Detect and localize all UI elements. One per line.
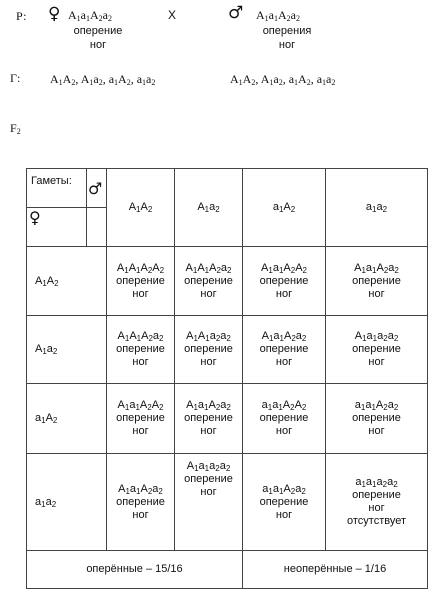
female-gamete-header: $A_1a_2$ [27,316,107,384]
offspring-cell [175,316,243,384]
offspring-phenotype-line: оперение [259,412,309,424]
offspring-genotype: $A_1a_1a_2a_2$ [354,330,399,343]
male-gametes-list: $A_1A_2$, $A_1a_2$, $a_1A_2$, $a_1a_2$ [230,72,336,87]
female-symbol-icon: ♀ [48,4,61,24]
female-parent-genotype: $A_1a_1A_2a_2$ [68,8,112,23]
offspring-phenotype-line: оперение [352,412,401,424]
offspring-phenotype-line: ног [368,425,385,437]
offspring-cell [175,384,243,454]
offspring-phenotype-line: ног [275,356,293,368]
offspring-cell [326,384,428,454]
punnett-header-row [27,169,428,247]
offspring-phenotype-line: оперение [184,343,233,355]
offspring-phenotype-line: ног [200,287,217,300]
offspring-genotype: $a_1a_1A_2a_2$ [354,399,399,412]
offspring-cell [326,316,428,384]
offspring-genotype: $A_1a_1A_2a_2$ [118,482,163,496]
male-gamete-header: $a_1a_2$ [326,169,428,247]
offspring-genotype: $A_1a_1A_2a_2$ [261,330,307,343]
offspring-cell [107,384,175,454]
punnett-square [26,168,428,589]
offspring-phenotype-line: оперение [259,495,309,508]
offspring-cell [243,384,326,454]
offspring-genotype: $A_1a_1A_2A_2$ [261,261,307,275]
offspring-phenotype-line: оперение [116,495,165,508]
offspring-phenotype-line: ног [275,425,293,437]
male-phenotype-line2: ног [278,39,296,51]
female-gametes-list: $A_1A_2$, $A_1a_2$, $a_1A_2$, $a_1a_2$ [50,72,156,87]
offspring-phenotype-line: оперение [184,473,233,485]
offspring-phenotype-line: оперение [116,343,165,355]
gametes-corner-label: Гаметы: [31,175,72,187]
offspring-cell [326,247,428,316]
offspring-cell [243,454,326,551]
parents-label: Р: [16,9,27,23]
offspring-cell [175,247,243,316]
punnett-row [27,384,428,454]
offspring-cell [107,454,175,551]
offspring-phenotype-line: ног [275,287,293,300]
offspring-cell [243,316,326,384]
gametes-corner-cell [27,169,107,247]
offspring-phenotype-line: ног [200,486,217,498]
female-phenotype-line1: оперение [73,25,123,37]
male-symbol-icon: ♂ [228,3,244,23]
gametes-label: Г: [10,71,21,85]
punnett-row [27,247,428,316]
offspring-genotype: $A_1A_1A_2a_2$ [185,261,232,275]
male-gamete-header: $A_1A_2$ [107,169,175,247]
offspring-genotype: $A_1A_1a_2a_2$ [186,330,231,343]
offspring-genotype: $a_1a_1a_2a_2$ [355,476,398,489]
male-gamete-header: $a_1A_2$ [243,169,326,247]
offspring-genotype: $A_1a_1a_2a_2$ [186,460,231,473]
offspring-phenotype-line: оперение [352,274,401,287]
male-parent-genotype: $A_1a_1A_2a_2$ [256,8,300,23]
offspring-cell [107,316,175,384]
male-phenotype-line1: оперения [262,25,312,37]
offspring-phenotype-line: ног [275,508,293,521]
offspring-phenotype-line: оперение [116,412,165,424]
male-gamete-header: $A_1a_2$ [175,169,243,247]
offspring-phenotype-line: ног [368,356,385,368]
female-gamete-header: $A_1A_2$ [27,247,107,316]
punnett-row [27,316,428,384]
female-gamete-header: $a_1A_2$ [27,384,107,454]
f2-label: $F_2$ [10,121,21,136]
offspring-phenotype-line: ног [200,425,217,437]
offspring-cell [175,454,243,551]
cross-symbol: X [168,8,177,22]
offspring-phenotype-line: оперение [184,274,233,287]
male-symbol-icon: ♂ [88,179,103,198]
offspring-genotype: $A_1a_1A_2a_2$ [186,399,231,412]
offspring-phenotype-line: оперение [259,274,309,287]
offspring-genotype: $a_1a_1A_2a_2$ [262,482,306,496]
offspring-genotype: $A_1a_1A_2A_2$ [117,399,164,412]
offspring-phenotype-line: оперение [116,274,165,287]
punnett-summary-row [27,551,428,589]
offspring-phenotype-line: ног [132,425,149,437]
offspring-genotype: $a_1a_1A_2A_2$ [261,399,307,412]
offspring-phenotype-line: ног [368,502,385,514]
corner-divider-vertical [86,169,87,247]
offspring-phenotype-line: оперение [184,412,233,424]
unfeathered-ratio: неоперённые – 1/16 [243,551,428,589]
offspring-phenotype-line: ног [132,287,149,300]
offspring-genotype: $A_1A_1A_2A_2$ [116,261,165,275]
punnett-row [27,454,428,551]
female-symbol-icon: ♀ [29,208,41,227]
offspring-cell [107,247,175,316]
female-parent-phenotype [72,24,124,52]
offspring-cell [243,247,326,316]
offspring-genotype: $A_1a_1A_2a_2$ [354,261,399,275]
offspring-phenotype-line: ног [368,287,385,300]
offspring-cell [326,454,428,551]
female-phenotype-line2: ног [89,39,107,51]
male-parent-phenotype [258,24,316,52]
offspring-phenotype-line: оперение [352,489,401,501]
offspring-phenotype-line: ног [132,356,149,368]
offspring-phenotype-line: отсутствует [346,515,406,527]
female-gamete-header: $a_1a_2$ [27,454,107,551]
offspring-phenotype-line: оперение [352,343,401,355]
offspring-phenotype-line: ног [132,508,149,521]
offspring-phenotype-line: ног [200,356,217,368]
feathered-ratio: оперённые – 15/16 [27,551,243,589]
offspring-genotype: $A_1A_1A_2a_2$ [117,330,164,343]
offspring-phenotype-line: оперение [259,343,309,355]
